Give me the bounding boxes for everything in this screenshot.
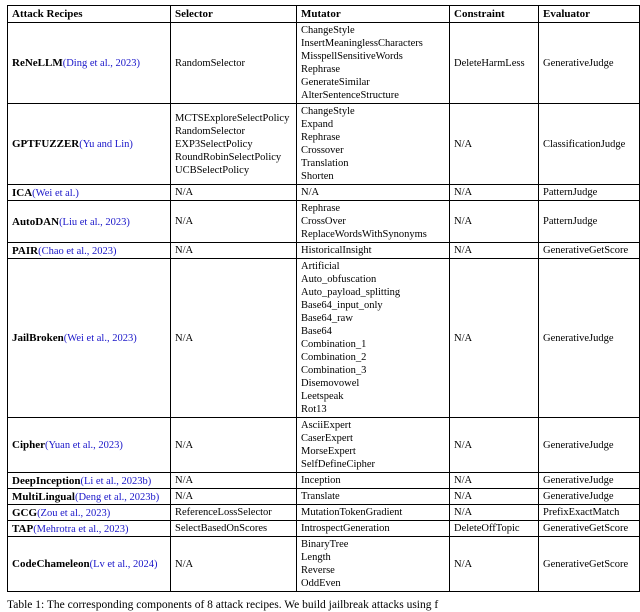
selector-cell (171, 23, 297, 104)
mutator-cell (297, 537, 450, 592)
mutator-item: Leetspeak (301, 391, 344, 402)
mutator-item: BinaryTree (301, 539, 349, 550)
constraint-item: N/A (454, 439, 473, 451)
mutator-item: SelfDefineCipher (301, 459, 376, 470)
mutator-item: N/A (301, 187, 320, 198)
column-header-selector: Selector (171, 6, 297, 23)
recipe-name: JailBroken (12, 332, 64, 344)
evaluator-item: GenerativeGetScore (543, 558, 629, 570)
recipe-cell (8, 104, 171, 185)
citation-link[interactable]: (Yuan et al., 2023) (45, 440, 123, 451)
constraint-item: N/A (454, 216, 473, 227)
selector-cell (171, 185, 297, 201)
constraint-cell (450, 473, 539, 489)
selector-item: N/A (175, 216, 194, 227)
constraint-cell (450, 201, 539, 243)
mutator-cell (297, 489, 450, 505)
recipe-name: CodeChameleon (12, 558, 90, 570)
selector-item: N/A (175, 245, 194, 256)
recipe-name: AutoDAN (12, 215, 60, 228)
table-row (8, 104, 640, 185)
constraint-cell (450, 418, 539, 473)
selector-item: N/A (175, 332, 194, 344)
citation-link[interactable]: (Mehrotra et al., 2023) (33, 523, 129, 535)
mutator-item: Inception (301, 475, 341, 486)
mutator-item: Length (301, 552, 331, 563)
mutator-item: Translation (301, 158, 349, 169)
mutator-item: OddEven (301, 578, 341, 589)
mutator-item: Rephrase (301, 203, 341, 214)
evaluator-item: GenerativeJudge (543, 491, 614, 502)
constraint-cell (450, 505, 539, 521)
evaluator-item: GenerativeJudge (543, 57, 614, 69)
citation-link[interactable]: (Chao et al., 2023) (38, 245, 117, 257)
mutator-item: MorseExpert (301, 446, 356, 457)
mutator-item: Auto_obfuscation (301, 274, 377, 285)
recipe-cell (8, 259, 171, 418)
evaluator-item: ClassificationJudge (543, 138, 626, 150)
citation-link[interactable]: (Deng et al., 2023b) (74, 491, 160, 503)
table-caption: Table 1: The corresponding components of 8 attack recipes. We build jailbreak attacks using f (7, 599, 439, 611)
recipe-name: Cipher (12, 439, 45, 451)
column-header-evaluator: Evaluator (539, 6, 640, 23)
table-row (8, 418, 640, 473)
mutator-item: AsciiExpert (301, 420, 352, 431)
table-row (8, 521, 640, 537)
selector-item: ReferenceLossSelector (175, 507, 272, 518)
evaluator-cell (539, 473, 640, 489)
mutator-item: Combination_1 (301, 339, 367, 350)
mutator-item: Combination_2 (301, 352, 367, 363)
evaluator-cell (539, 243, 640, 259)
citation-link[interactable]: (Wei et al., 2023) (63, 333, 137, 344)
constraint-cell (450, 104, 539, 185)
evaluator-item: GenerativeGetScore (543, 245, 629, 256)
mutator-item: Rot13 (301, 404, 327, 415)
constraint-item: N/A (454, 475, 473, 486)
selector-cell (171, 473, 297, 489)
mutator-item: AlterSentenceStructure (301, 90, 399, 101)
selector-cell (171, 537, 297, 592)
table-row (8, 185, 640, 201)
column-header-constraint: Constraint (450, 6, 539, 23)
mutator-item: Rephrase (301, 64, 341, 75)
selector-item: EXP3SelectPolicy (175, 138, 253, 150)
citation-link[interactable]: (Lv et al., 2024) (89, 559, 158, 570)
mutator-item: GenerateSimilar (301, 77, 370, 88)
attack-recipes-table (7, 5, 640, 592)
citation-link[interactable]: (Li et al., 2023b) (80, 475, 152, 487)
mutator-cell (297, 243, 450, 259)
recipe-cell (8, 201, 171, 243)
recipe-cell (8, 243, 171, 259)
mutator-cell (297, 201, 450, 243)
recipe-cell (8, 23, 171, 104)
table-row (8, 201, 640, 243)
citation-link[interactable]: (Liu et al., 2023) (59, 216, 130, 228)
table-row (8, 23, 640, 104)
selector-item: N/A (175, 475, 194, 486)
mutator-cell (297, 104, 450, 185)
mutator-item: Expand (301, 119, 334, 130)
mutator-item: ReplaceWordsWithSynonyms (301, 229, 427, 240)
mutator-item: Shorten (301, 171, 334, 182)
mutator-item: ChangeStyle (301, 106, 355, 117)
evaluator-cell (539, 418, 640, 473)
table-row (8, 243, 640, 259)
selector-cell (171, 104, 297, 185)
selector-item: UCBSelectPolicy (175, 164, 250, 176)
selector-item: N/A (175, 439, 194, 451)
selector-item: N/A (175, 491, 194, 502)
citation-link[interactable]: (Ding et al., 2023) (62, 58, 140, 69)
selector-cell (171, 259, 297, 418)
evaluator-item: GenerativeGetScore (543, 523, 629, 534)
recipe-name: TAP (12, 522, 34, 535)
mutator-item: Crossover (301, 145, 344, 156)
mutator-cell (297, 521, 450, 537)
table-row (8, 473, 640, 489)
mutator-item: Reverse (301, 565, 335, 576)
table-row (8, 505, 640, 521)
evaluator-cell (539, 201, 640, 243)
mutator-item: Disemovowel (301, 378, 360, 389)
evaluator-cell (539, 23, 640, 104)
mutator-item: Base64_input_only (301, 300, 383, 311)
evaluator-cell (539, 185, 640, 201)
constraint-item: N/A (454, 558, 473, 570)
mutator-item: MutationTokenGradient (301, 507, 403, 518)
mutator-item: InsertMeaninglessCharacters (301, 38, 423, 49)
evaluator-cell (539, 505, 640, 521)
recipe-name: DeepInception (12, 474, 81, 487)
recipe-name: GCG (12, 506, 38, 519)
evaluator-cell (539, 489, 640, 505)
constraint-cell (450, 259, 539, 418)
selector-cell (171, 243, 297, 259)
recipe-name: GPTFUZZER (12, 138, 80, 150)
recipe-cell (8, 505, 171, 521)
mutator-item: IntrospectGeneration (301, 523, 390, 534)
mutator-item: CrossOver (301, 216, 346, 227)
mutator-item: Base64_raw (301, 313, 353, 324)
constraint-cell (450, 489, 539, 505)
paper-page (0, 5, 640, 611)
mutator-item: Translate (301, 491, 340, 502)
table-row (8, 489, 640, 505)
evaluator-item: PatternJudge (543, 187, 598, 198)
recipe-cell (8, 537, 171, 592)
mutator-item: ChangeStyle (301, 25, 355, 36)
constraint-item: N/A (454, 332, 473, 344)
recipe-cell (8, 473, 171, 489)
constraint-cell (450, 243, 539, 259)
constraint-item: N/A (454, 138, 473, 150)
recipe-cell (8, 521, 171, 537)
mutator-item: HistoricalInsight (301, 245, 372, 256)
mutator-item: Rephrase (301, 132, 341, 143)
mutator-cell (297, 473, 450, 489)
constraint-cell (450, 23, 539, 104)
column-header-mutator: Mutator (297, 6, 450, 23)
constraint-item: N/A (454, 187, 473, 198)
selector-item: N/A (175, 558, 194, 570)
selector-cell (171, 521, 297, 537)
mutator-cell (297, 23, 450, 104)
selector-cell (171, 418, 297, 473)
evaluator-cell (539, 104, 640, 185)
selector-item: RandomSelector (175, 125, 245, 137)
evaluator-item: GenerativeJudge (543, 475, 614, 486)
mutator-cell (297, 185, 450, 201)
selector-item: MCTSExploreSelectPolicy (175, 112, 290, 124)
constraint-cell (450, 521, 539, 537)
evaluator-item: PrefixExactMatch (543, 507, 620, 518)
mutator-cell (297, 505, 450, 521)
selector-item: SelectBasedOnScores (175, 523, 268, 534)
column-header-attack-recipes: Attack Recipes (8, 6, 171, 23)
mutator-cell (297, 259, 450, 418)
selector-cell (171, 505, 297, 521)
recipe-name: ICA (12, 186, 33, 199)
constraint-item: DeleteOffTopic (454, 523, 520, 534)
constraint-item: N/A (454, 491, 473, 502)
mutator-item: Artificial (301, 261, 340, 272)
selector-item: RandomSelector (175, 57, 245, 69)
citation-link[interactable]: (Zou et al., 2023) (37, 507, 111, 519)
citation-link[interactable]: (Wei et al.) (32, 187, 79, 199)
selector-cell (171, 201, 297, 243)
selector-item: RoundRobinSelectPolicy (175, 151, 282, 163)
citation-link[interactable]: (Yu and Lin) (79, 139, 133, 150)
constraint-item: N/A (454, 507, 473, 518)
constraint-item: N/A (454, 245, 473, 256)
selector-cell (171, 489, 297, 505)
evaluator-item: GenerativeJudge (543, 439, 614, 451)
mutator-cell (297, 418, 450, 473)
selector-item: N/A (175, 187, 194, 198)
table-row (8, 537, 640, 592)
recipe-cell (8, 185, 171, 201)
evaluator-cell (539, 537, 640, 592)
mutator-item: Base64 (301, 326, 332, 337)
evaluator-item: PatternJudge (543, 216, 598, 227)
table-row (8, 259, 640, 418)
constraint-item: DeleteHarmLess (454, 57, 525, 69)
evaluator-item: GenerativeJudge (543, 332, 614, 344)
constraint-cell (450, 537, 539, 592)
recipe-cell (8, 418, 171, 473)
mutator-item: Auto_payload_splitting (301, 287, 401, 298)
mutator-item: CaserExpert (301, 433, 353, 444)
mutator-item: MisspellSensitiveWords (301, 51, 403, 62)
mutator-item: Combination_3 (301, 365, 367, 376)
evaluator-cell (539, 259, 640, 418)
evaluator-cell (539, 521, 640, 537)
recipe-name: MultiLingual (12, 490, 75, 503)
recipe-name: PAIR (12, 244, 39, 257)
recipe-name: ReNeLLM (12, 57, 63, 69)
constraint-cell (450, 185, 539, 201)
table-header-row (8, 6, 640, 23)
recipe-cell (8, 489, 171, 505)
